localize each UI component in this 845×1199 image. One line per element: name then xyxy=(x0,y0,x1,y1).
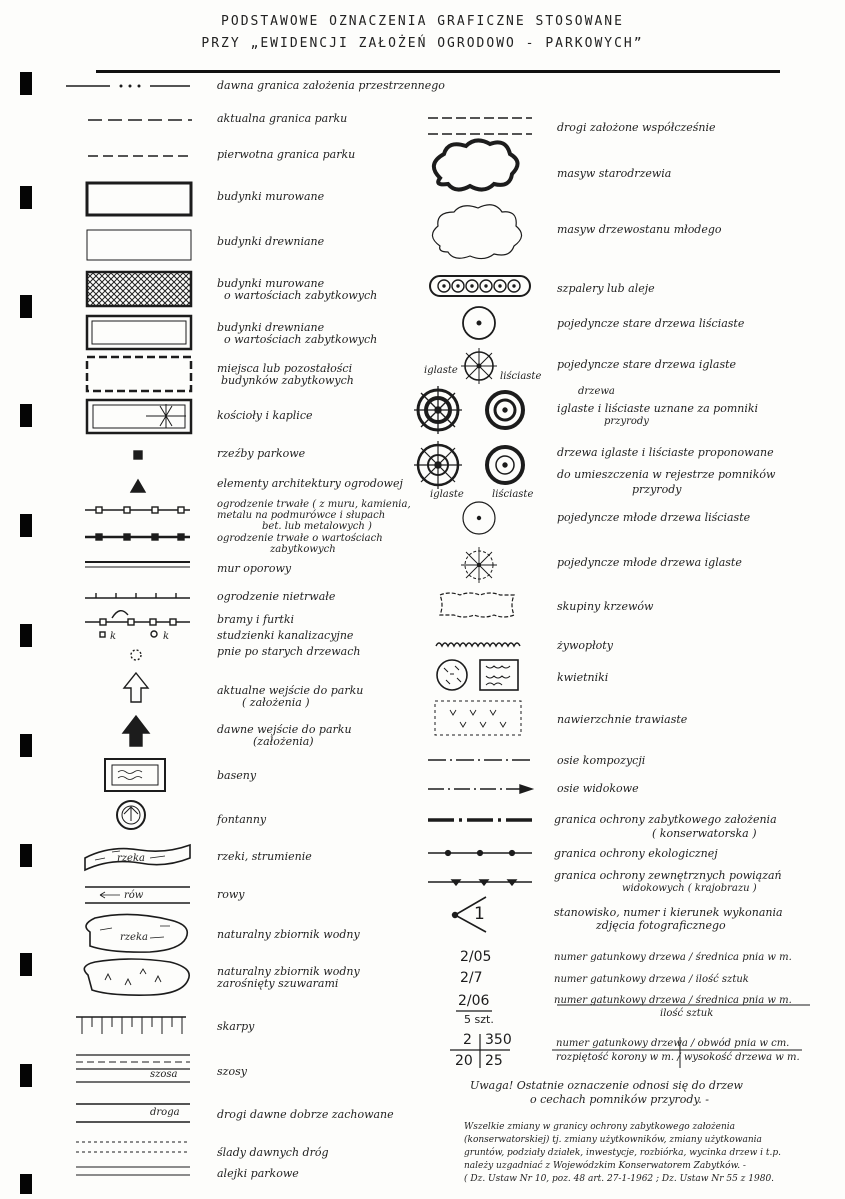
footnote: gruntów, podziały działek, inwestycje, rozbiórka, wycinka drzew i t.p. xyxy=(464,1148,781,1158)
page-title: PODSTAWOWE OZNACZENIA GRAFICZNE STOSOWANE xyxy=(221,14,624,29)
legend-label: zarośnięty szuwarami xyxy=(217,977,339,990)
legend-label: zdjęcia fotograficznego xyxy=(596,919,726,932)
legend-label: rzeźby parkowe xyxy=(217,447,306,460)
modern-roads-symbol xyxy=(428,118,532,134)
remark-note: o cechach pomników przyrody. - xyxy=(530,1093,709,1106)
monument-deciduous-symbol xyxy=(487,392,523,428)
legend-label: osie widokowe xyxy=(557,782,639,795)
legend-label: numer gatunkowy drzewa / ilość sztuk xyxy=(554,974,749,985)
footnote: ( Dz. Ustaw Nr 10, poz. 48 art. 27-1-1962 ; Dz. Ustaw Nr 55 z 1980. xyxy=(464,1174,775,1184)
legend-label: aktualne wejście do parku xyxy=(217,684,364,697)
legend-label: żywopłoty xyxy=(557,639,613,652)
deciduous-tag: liściaste xyxy=(492,489,534,500)
shrub-group-symbol xyxy=(440,593,514,617)
ecological-protection-line xyxy=(428,851,532,856)
legend-label: numer gatunkowy drzewa / średnica pnia w m. xyxy=(554,995,792,1006)
escarpment-symbol xyxy=(76,1017,186,1034)
legend-label: o wartościach zabytkowych xyxy=(224,289,378,302)
temporary-fence-symbol xyxy=(85,593,190,598)
legend-label: numer gatunkowy drzewa / obwód pnia w cm. xyxy=(556,1038,790,1049)
pool-symbol xyxy=(105,759,165,791)
garden-architecture-symbol xyxy=(131,480,145,492)
legend-label: elementy architektury ogrodowej xyxy=(217,477,403,490)
legend-label: fontanny xyxy=(217,813,267,826)
legend-label: alejki parkowe xyxy=(217,1167,299,1180)
legend-label: baseny xyxy=(217,769,257,782)
legend-label: ślady dawnych dróg xyxy=(217,1146,329,1159)
gates-symbol xyxy=(85,611,190,625)
tree-number-2: 2/7 xyxy=(460,970,483,986)
hedge-symbol xyxy=(436,643,520,646)
legend-label: drogi dawne dobrze zachowane xyxy=(217,1108,394,1121)
legend-label: bramy i furtki xyxy=(217,613,295,626)
legend-label: rowy xyxy=(217,888,245,901)
river-label: rzeka xyxy=(117,853,145,864)
legend-label: budynki murowane xyxy=(217,277,325,290)
overgrown-pond-symbol xyxy=(84,959,189,995)
footnote: (konserwatorskiej) tj. zmiany użytkowników, zmiany użytkowania xyxy=(464,1135,762,1145)
legend-label: masyw starodrzewia xyxy=(557,167,672,180)
legend-label: pojedyncze stare drzewa iglaste xyxy=(557,358,737,371)
fountain-symbol xyxy=(117,801,145,829)
legend-label: szpalery lub aleje xyxy=(557,282,655,295)
legend-label: studzienki kanalizacyjne xyxy=(217,629,354,642)
landscape-protection-line xyxy=(428,880,532,885)
former-entrance-arrow xyxy=(123,716,149,746)
legend-label: rzeki, strumienie xyxy=(217,850,312,863)
legend-label: ilość sztuk xyxy=(660,1008,714,1019)
legend-label: drzewa xyxy=(578,386,615,397)
road-label: droga xyxy=(150,1107,180,1118)
legend-label: do umieszczenia w rejestrze pomników xyxy=(557,468,776,481)
tree-rows-symbol xyxy=(430,276,530,296)
legend-label: granica ochrony ekologicznej xyxy=(554,847,718,860)
tree-stump-symbol xyxy=(131,650,141,660)
historic-fence-symbol xyxy=(85,534,190,540)
legend-label: pierwotna granica parku xyxy=(217,148,356,161)
old-deciduous-tree-symbol xyxy=(463,307,495,339)
highway-label: szosa xyxy=(150,1069,178,1080)
footnote: należy uzgadniać z Wojewódzkim Konserwatorem Zabytków. - xyxy=(464,1161,746,1171)
legend-label: o wartościach zabytkowych xyxy=(224,333,378,346)
legend-label: numer gatunkowy drzewa / średnica pnia w m. xyxy=(554,952,792,963)
historic-wooden-building-symbol xyxy=(87,316,191,349)
legend-label: aktualna granica parku xyxy=(217,112,348,125)
flowerbeds-symbol xyxy=(437,660,518,690)
manhole-k-label: k xyxy=(110,631,117,642)
manhole-k-label: k xyxy=(163,631,170,642)
church-symbol xyxy=(87,400,191,433)
deciduous-tag: liściaste xyxy=(500,371,542,382)
legend-label: dawne wejście do parku xyxy=(217,723,352,736)
legend-label: iglaste i liściaste uznane za pomniki xyxy=(557,402,759,415)
legend-label: kościoły i kaplice xyxy=(217,409,313,422)
page-subtitle: PRZY „EWIDENCJI ZAŁOŻEŃ OGRODOWO - PARKOWYCH” xyxy=(201,36,644,51)
legend-label: budynki drewniane xyxy=(217,321,325,334)
legend-label: zabytkowych xyxy=(270,544,336,555)
legend-label: budynków zabytkowych xyxy=(221,374,354,387)
legend-label: ( założenia ) xyxy=(242,696,310,709)
legend-label: pojedyncze młode drzewa iglaste xyxy=(557,556,742,569)
legend-label: miejsca lub pozostałości xyxy=(217,362,353,375)
legend-label: skupiny krzewów xyxy=(557,600,654,613)
legend-label: stanowisko, numer i kierunek wykonania xyxy=(554,906,783,919)
legend-label: dawna granica założenia przestrzennego xyxy=(217,79,445,92)
legend-label: bet. lub metalowych ) xyxy=(262,521,372,532)
proposed-conifer-symbol xyxy=(414,441,462,489)
view-axis-symbol xyxy=(428,785,532,793)
tree-number-4d: 25 xyxy=(485,1053,503,1069)
brick-building-symbol xyxy=(87,183,191,215)
conifer-tag: iglaste xyxy=(430,489,464,500)
legend-label: budynki murowane xyxy=(217,190,325,203)
legend-label: pojedyncze stare drzewa liściaste xyxy=(557,317,745,330)
monument-conifer-symbol xyxy=(414,386,462,434)
legend-label: przyrody xyxy=(632,483,682,496)
historic-brick-building-symbol xyxy=(87,272,191,306)
tree-number-4c: 20 xyxy=(455,1053,473,1069)
pond-label: rzeka xyxy=(120,932,148,943)
legend-label: pnie po starych drzewach xyxy=(217,645,361,658)
legend-label: przyrody xyxy=(604,416,649,427)
old-boundary-line xyxy=(66,85,190,87)
legend-label: ( konserwatorska ) xyxy=(652,827,757,840)
proposed-deciduous-symbol xyxy=(487,447,523,483)
legend-label: naturalny zbiornik wodny xyxy=(217,928,360,941)
young-conifer-tree-symbol xyxy=(461,547,497,583)
legend-label: drogi założone współcześnie xyxy=(557,121,716,134)
footnote: Wszelkie zmiany w granicy ochrony zabytkowego założenia xyxy=(464,1122,736,1132)
photo-number: 1 xyxy=(474,904,485,924)
young-deciduous-tree-symbol xyxy=(463,502,495,534)
tree-number-3: 2/06 xyxy=(458,993,490,1009)
permanent-fence-symbol xyxy=(85,507,190,513)
legend-label: granica ochrony zabytkowego założenia xyxy=(554,813,777,826)
legend-label: ogrodzenie trwałe ( z muru, kamienia, xyxy=(217,499,411,510)
current-entrance-arrow xyxy=(124,673,148,702)
retaining-wall-symbol xyxy=(85,562,190,567)
tree-number-4a: 2 xyxy=(463,1032,472,1048)
legend-label: drzewa iglaste i liściaste proponowane xyxy=(557,446,774,459)
remark-note: Uwaga! Ostatnie oznaczenie odnosi się do drzew xyxy=(470,1079,743,1092)
legend-label: naturalny zbiornik wodny xyxy=(217,965,360,978)
old-growth-mass-symbol xyxy=(434,140,518,189)
old-conifer-tree-symbol xyxy=(461,348,497,384)
legend-label: rozpiętość korony w m. / wysokość drzewa w m. xyxy=(556,1052,800,1063)
legend-label: widokowych ( krajobrazu ) xyxy=(622,883,757,894)
legend-label: osie kompozycji xyxy=(557,754,646,767)
legend-label: metalu na podmurówce i słupach xyxy=(217,510,386,521)
legend-label: ogrodzenie nietrwałe xyxy=(217,590,336,603)
legend-label: skarpy xyxy=(217,1020,255,1033)
legend-label: (założenia) xyxy=(253,735,314,748)
historic-ruin-symbol xyxy=(87,357,191,391)
young-forest-mass-symbol xyxy=(432,205,521,259)
legend-label: masyw drzewostanu młodego xyxy=(557,223,722,236)
legend-label: pojedyncze młode drzewa liściaste xyxy=(557,511,751,524)
tree-number-1: 2/05 xyxy=(460,949,492,965)
lawn-symbol xyxy=(435,701,521,735)
tree-number-4b: 350 xyxy=(485,1032,512,1048)
ditch-label: rów xyxy=(124,890,144,901)
park-paths-symbol xyxy=(76,1167,190,1175)
tree-count: 5 szt. xyxy=(464,1013,494,1026)
legend-label: kwietniki xyxy=(557,671,609,684)
wooden-building-symbol xyxy=(87,230,191,260)
sculpture-symbol xyxy=(134,451,142,459)
legend-label: nawierzchnie trawiaste xyxy=(557,713,688,726)
legend-label: budynki drewniane xyxy=(217,235,325,248)
road-traces-symbol xyxy=(76,1142,190,1152)
legend-label: granica ochrony zewnętrznych powiązań xyxy=(554,869,782,882)
legend-label: szosy xyxy=(217,1065,247,1078)
legend-label: mur oporowy xyxy=(217,562,292,575)
conifer-tag: iglaste xyxy=(424,365,458,376)
legend-label: ogrodzenie trwałe o wartościach xyxy=(217,533,383,544)
manholes-symbol xyxy=(100,631,157,637)
